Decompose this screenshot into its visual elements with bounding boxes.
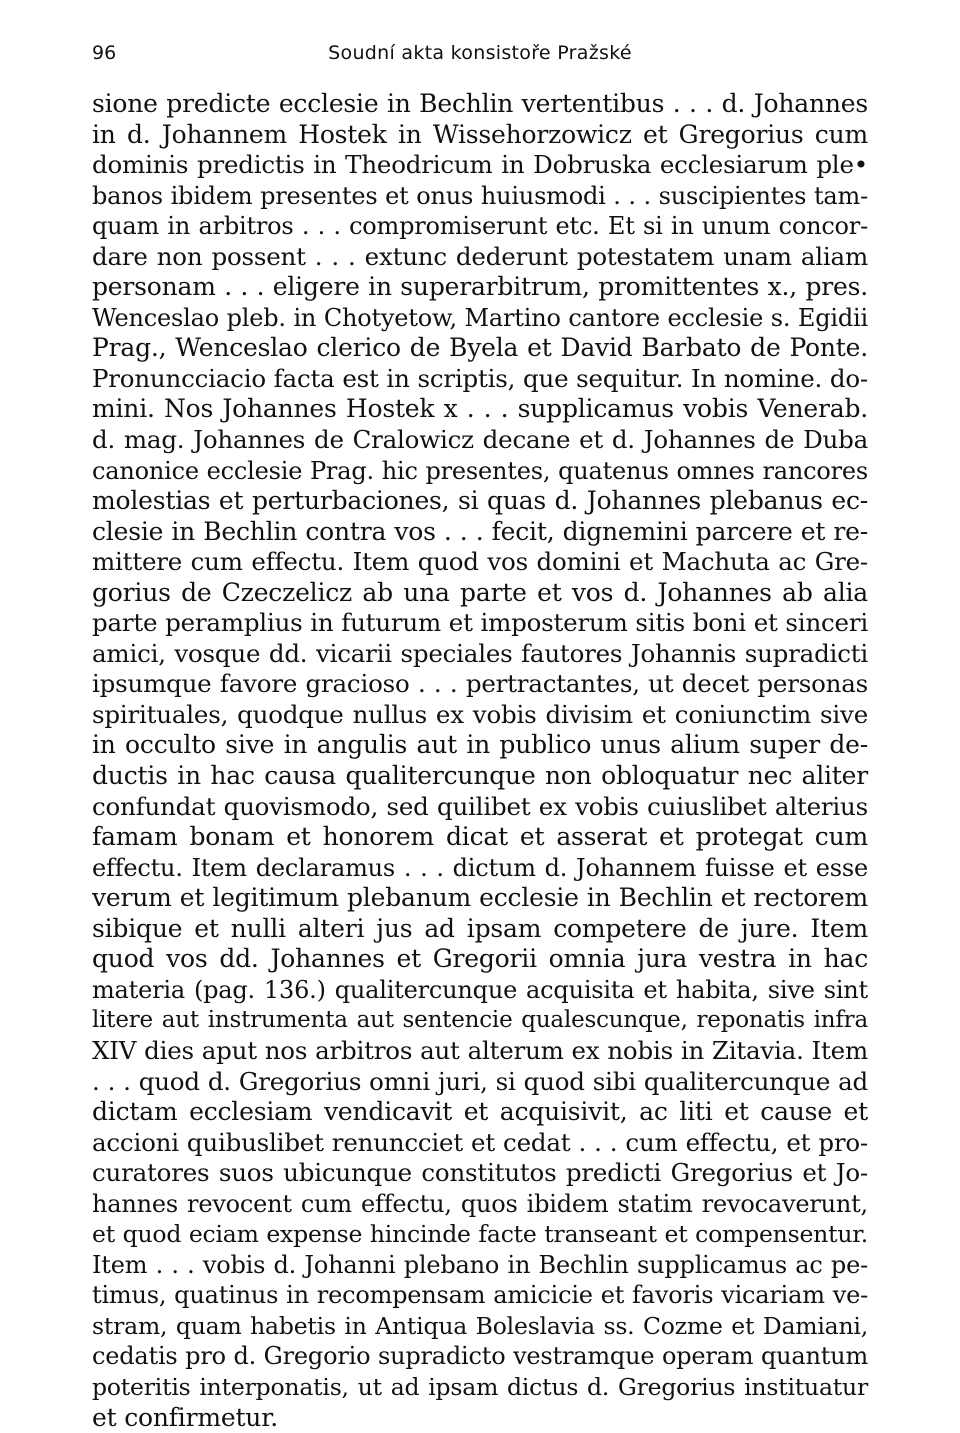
- text-line: mini. Nos Johannes Hostek x . . . supplicamus vobis Venerab.: [92, 394, 868, 424]
- body-text: [92, 89, 868, 1433]
- text-line: Pronuncciacio facta est in scriptis, que sequitur. In nomine. do-: [92, 363, 868, 393]
- text-line: gorius de Czeczelicz ab una parte et vos d. Johannes ab alia: [92, 577, 868, 607]
- text-line: et confirmetur.: [92, 1402, 278, 1432]
- text-line: quod vos dd. Johannes et Gregorii omnia jura vestra in hac: [92, 944, 868, 974]
- text-line: XIV dies aput nos arbitros aut alterum ex nobis in Zitavia. Item: [92, 1035, 868, 1065]
- text-line: stram, quam habetis in Antiqua Boleslavia ss. Cozme et Damiani,: [92, 1311, 868, 1340]
- text-line: dominis predictis in Theodricum in Dobruska ecclesiarum ple•: [92, 150, 868, 180]
- text-line: spirituales, quodque nullus ex vobis divisim et coniunctim sive: [92, 699, 868, 729]
- text-line: ipsumque favore gracioso . . . pertractantes, ut decet personas: [92, 669, 868, 699]
- text-line: . . . quod d. Gregorius omni juri, si quod sibi qualitercunque ad: [92, 1066, 868, 1096]
- text-line: banos ibidem presentes et onus huiusmodi . . . suscipientes tam-: [92, 181, 868, 210]
- text-line: poteritis interponatis, ut ad ipsam dictus d. Gregorius instituatur: [92, 1372, 868, 1401]
- text-line: in occulto sive in angulis aut in publico unus alium super de-: [92, 730, 868, 760]
- text-line: cedatis pro d. Gregorio supradicto vestramque operam quantum: [92, 1342, 868, 1371]
- text-line: ductis in hac causa qualitercunque non obloquatur nec aliter: [92, 761, 868, 791]
- text-line: in d. Johannem Hostek in Wissehorzowicz et Gregorius cum: [92, 119, 868, 149]
- page-number: 96: [92, 42, 117, 64]
- text-line: hannes revocent cum effectu, quos ibidem statim revocaverunt,: [92, 1189, 868, 1218]
- text-line: verum et legitimum plebanum ecclesie in Bechlin et rectorem: [92, 883, 868, 913]
- text-line: curatores suos ubicunque constitutos predicti Gregorius et Jo-: [92, 1158, 868, 1188]
- running-title: Soudní akta konsistoře Pražské: [328, 42, 632, 64]
- text-line: materia (pag. 136.) qualitercunque acquisita et habita, sive sint: [92, 975, 868, 1004]
- text-line: mittere cum effectu. Item quod vos domini et Machuta ac Gre-: [92, 547, 868, 577]
- text-line: sione predicte ecclesie in Bechlin vertentibus . . . d. Johannes: [92, 89, 868, 118]
- text-line: d. mag. Johannes de Cralowicz decane et d. Johannes de Duba: [92, 425, 868, 455]
- text-line: clesie in Bechlin contra vos . . . fecit, dignemini parcere et re-: [92, 516, 868, 546]
- text-line: amici, vosque dd. vicarii speciales fautores Johannis supradicti: [92, 638, 868, 668]
- text-line: personam . . . eligere in superarbitrum, promittentes x., pres.: [92, 272, 868, 302]
- text-line: litere aut instrumenta aut sentencie qualescunque, reponatis infra: [92, 1007, 868, 1034]
- text-line: effectu. Item declaramus . . . dictum d. Johannem fuisse et esse: [92, 853, 868, 882]
- text-line: timus, quatinus in recompensam amicicie et favoris vicariam ve-: [92, 1281, 868, 1310]
- text-line: famam bonam et honorem dicat et asserat et protegat cum: [92, 822, 868, 852]
- text-line: molestias et perturbaciones, si quas d. Johannes plebanus ec-: [92, 486, 868, 516]
- text-line: confundat quovismodo, sed quilibet ex vobis cuiuslibet alterius: [92, 791, 868, 821]
- text-line: dare non possent . . . extunc dederunt potestatem unam aliam: [92, 241, 868, 271]
- text-line: accioni quibuslibet renuncciet et cedat . . . cum effectu, et pro-: [92, 1127, 868, 1157]
- text-line: parte peramplius in futurum et imposterum sitis boni et sinceri: [92, 608, 868, 638]
- text-line: canonice ecclesie Prag. hic presentes, quatenus omnes rancores: [92, 456, 868, 485]
- running-head: [92, 38, 868, 68]
- text-line: dictam ecclesiam vendicavit et acquisivit, ac liti et cause et: [92, 1097, 868, 1127]
- text-line: sibique et nulli alteri jus ad ipsam competere de jure. Item: [92, 913, 868, 943]
- text-line: quam in arbitros . . . compromiserunt etc. Et si in unum concor-: [92, 212, 868, 241]
- text-line: Prag., Wenceslao clerico de Byela et David Barbato de Ponte.: [92, 333, 868, 363]
- text-line: Wenceslao pleb. in Chotyetow, Martino cantore ecclesie s. Egidii: [92, 303, 868, 332]
- text-line: Item . . . vobis d. Johanni plebano in Bechlin supplicamus ac pe-: [92, 1250, 868, 1279]
- text-line: et quod eciam expense hincinde facte transeant et compensentur.: [92, 1220, 868, 1249]
